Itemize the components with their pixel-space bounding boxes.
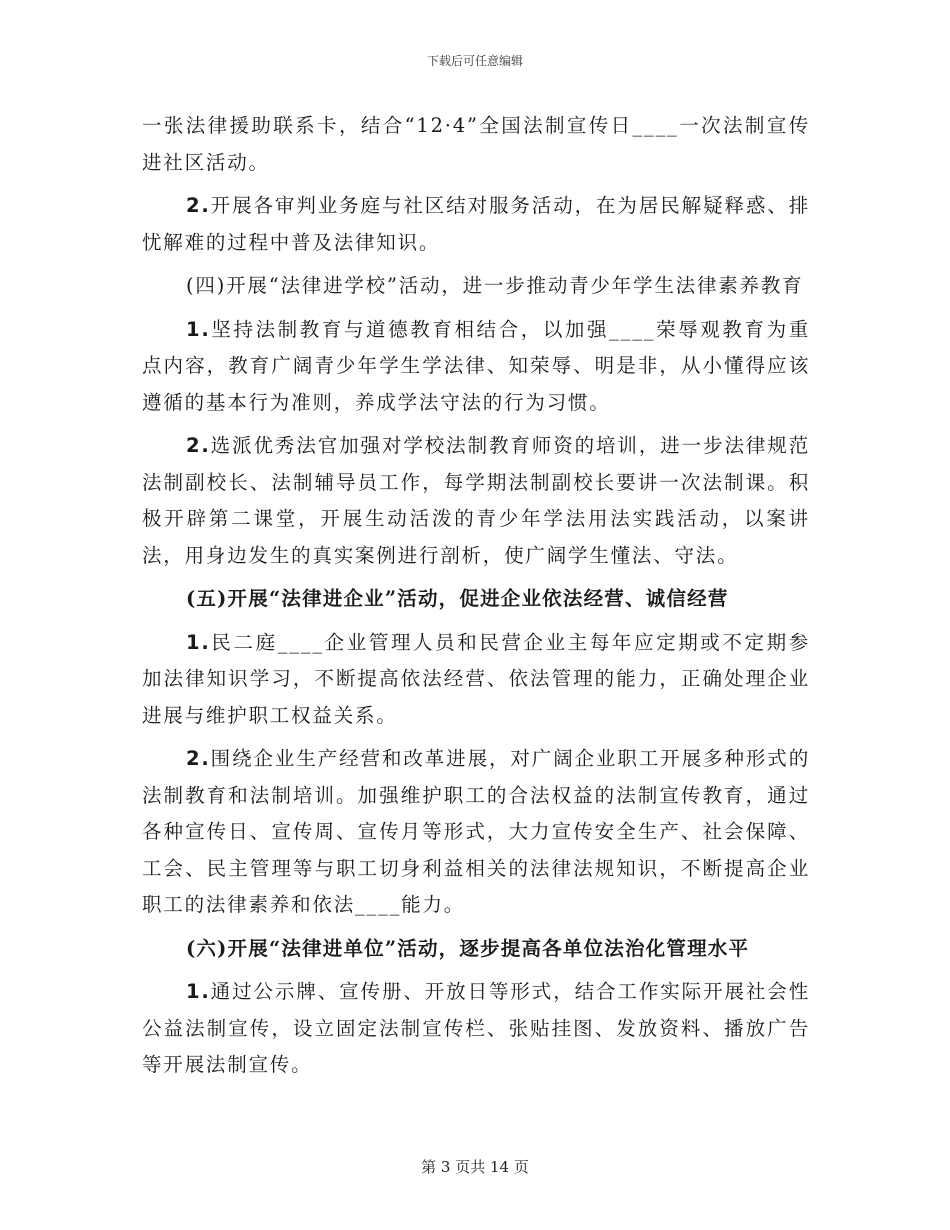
document-body [142,108,810,1091]
paragraph-text: 开展各审判业务庭与社区结对服务活动，在为居民解疑释惑、排忧解难的过程中普及法律知识。 [142,194,810,254]
section-heading-enterprises [142,581,810,618]
paragraph-item-moral-education [142,312,810,422]
paragraph-text: 通过公示牌、宣传册、开放日等形式，结合工作实际开展社会性公益法制宣传，设立固定法制宣传栏、张贴挂图、发放资料、播放广告等开展法制宣传。 [142,980,810,1076]
paragraph-text: 选派优秀法官加强对学校法制教育师资的培训，进一步法律规范法制副校长、法制辅导员工作，每学期法制副校长要讲一次法制课。积极开辟第二课堂，开展生动活泼的青少年学法用法实践活动，以案讲法，用身边发生的真实案例进行剖析，使广阔学生懂法、守法。 [142,434,810,567]
heading-text: (四)开展“法律进学校”活动，进一步推动青少年学生法律素养教育 [186,274,804,297]
page-header: 下载后可任意编辑 [426,54,523,68]
heading-text: (六)开展“法律进单位”活动，逐步提高各单位法治化管理水平 [186,936,750,960]
item-number: 1. [186,630,211,654]
heading-text: (五)开展“法律进企业”活动，促进企业依法经营、诚信经营 [186,587,729,610]
item-number: 2. [186,434,211,457]
item-number: 1. [186,317,211,341]
section-heading-schools [142,268,810,305]
paragraph-text: 一张法律援助联系卡，结合“12·4”全国法制宣传日____一次法制宣传进社区活动。 [142,114,810,174]
section-heading-units [142,931,810,968]
item-number: 2. [186,194,211,217]
paragraph-item-worker-education [142,741,810,924]
paragraph-item-teacher-training [142,428,810,574]
item-number: 2. [186,747,211,770]
paragraph-item-court-community [142,188,810,261]
item-number: 1. [186,980,211,1003]
paragraph-text: 坚持法制教育与道德教育相结合，以加强____荣辱观教育为重点内容，教育广阔青少年学生学法律、知荣辱、明是非，从小懂得应该遵循的基本行为准则，养成学法守法的行为习惯。 [142,317,810,414]
paragraph-community-continuation [142,108,810,181]
paragraph-item-public-publicity [142,974,810,1084]
paragraph-text: 民二庭____企业管理人员和民营企业主每年应定期或不定期参加法律知识学习，不断提高依法经营、依法管理的能力，正确处理企业进展与维护职工权益关系。 [142,630,810,727]
paragraph-text: 围绕企业生产经营和改革进展，对广阔企业职工开展多种形式的法制教育和法制培训。加强维护职工的合法权益的法制宣传教育，通过各种宣传日、宣传周、宣传月等形式，大力宣传安全生产、社会保障、工会、民主管理等与职工切身利益相关的法律法规知识，不断提高企业职工的法律素养和依法____能力。 [142,747,810,916]
page-footer: 第 3 页共 14 页 [421,1158,529,1176]
paragraph-item-enterprise-study [142,625,810,735]
